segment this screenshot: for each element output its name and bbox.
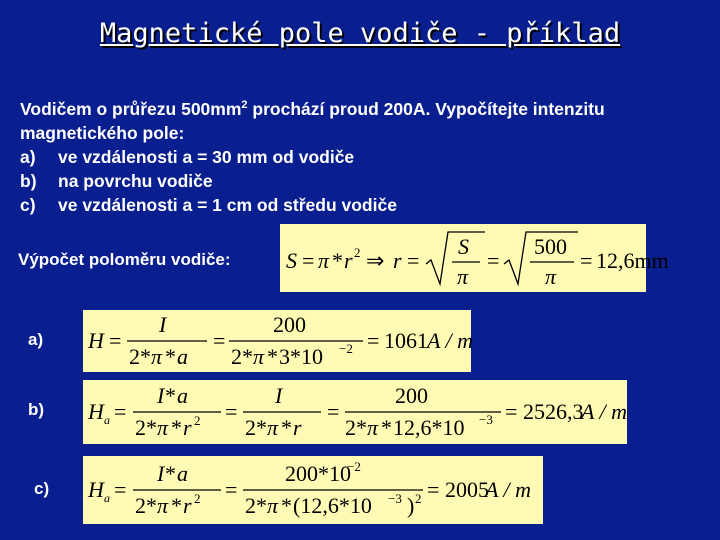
problem-item-a: a) ve vzdálenosti a = 30 mm od vodiče xyxy=(20,146,355,167)
svg-text:A / m: A / m xyxy=(427,328,474,353)
svg-text:r: r xyxy=(183,493,192,518)
formula-b-box xyxy=(83,380,627,444)
svg-text:2*: 2* xyxy=(135,493,157,518)
radius-result: 12,6mm xyxy=(596,248,669,273)
svg-text:π: π xyxy=(545,264,557,289)
part-b-label: b) xyxy=(28,400,45,419)
svg-text:H: H xyxy=(88,328,104,353)
svg-text:I: I xyxy=(157,383,165,408)
svg-text:=: = xyxy=(225,399,238,424)
radius-formula xyxy=(280,224,669,292)
svg-text:π: π xyxy=(367,415,379,440)
formula-b-numerator: 200 xyxy=(395,383,428,408)
svg-text:A / m: A / m xyxy=(485,477,532,502)
svg-text:*: * xyxy=(332,248,343,273)
radius-formula-box xyxy=(280,224,669,292)
formula-a-box xyxy=(83,310,474,372)
svg-text:a: a xyxy=(104,491,110,505)
svg-text:r: r xyxy=(293,415,302,440)
radius-calc-label: Výpočet poloměru vodiče: xyxy=(18,250,231,269)
svg-text:π: π xyxy=(253,344,265,369)
svg-text:*: * xyxy=(281,415,292,440)
svg-text:2*: 2* xyxy=(245,493,267,518)
svg-text:=: = xyxy=(225,477,238,502)
problem-item-b: b) na povrchu vodiče xyxy=(20,170,213,191)
svg-text:r: r xyxy=(183,415,192,440)
svg-text:−3: −3 xyxy=(388,491,402,506)
svg-text:⇒: ⇒ xyxy=(366,248,385,273)
formula-a-result: 1061 xyxy=(384,328,428,353)
svg-text:2*: 2* xyxy=(129,344,151,369)
problem-intro: Vodičem o průřezu $500mm^2$ prochází proud 200A. Vypočítejte intenzitu xyxy=(20,98,605,119)
svg-text:3*10: 3*10 xyxy=(279,344,323,369)
svg-text:−2: −2 xyxy=(347,459,361,474)
svg-text:S: S xyxy=(458,234,469,259)
svg-text:H: H xyxy=(88,477,104,502)
svg-text:2*: 2* xyxy=(231,344,253,369)
svg-text:*: * xyxy=(171,415,182,440)
svg-text:a: a xyxy=(177,461,188,486)
part-c-label: c) xyxy=(34,479,50,498)
formula-a xyxy=(83,310,474,372)
svg-text:2*: 2* xyxy=(135,415,157,440)
svg-text:2: 2 xyxy=(194,491,201,506)
formula-c xyxy=(83,456,543,524)
formula-b-result: 2526,3 xyxy=(523,399,584,424)
problem-statement xyxy=(20,93,710,217)
svg-text:*: * xyxy=(281,493,292,518)
problem-item-c: c) ve vzdálenosti a = 1 cm od středu vodiče xyxy=(20,194,397,215)
svg-text:−2: −2 xyxy=(339,341,353,356)
svg-text:a: a xyxy=(177,383,188,408)
formula-c-numerator: 200*10 xyxy=(285,461,351,486)
svg-text:π: π xyxy=(157,493,169,518)
svg-text:*: * xyxy=(165,383,176,408)
svg-text:π: π xyxy=(151,344,163,369)
svg-text:a: a xyxy=(104,413,110,427)
svg-text:2: 2 xyxy=(354,245,361,260)
slide-title: Magnetické pole vodiče - příklad xyxy=(99,18,621,49)
svg-text:=: = xyxy=(505,399,518,424)
svg-text:2*: 2* xyxy=(345,415,367,440)
svg-text:π: π xyxy=(157,415,169,440)
svg-text:A / m: A / m xyxy=(581,399,628,424)
svg-text:*: * xyxy=(165,461,176,486)
svg-text:r: r xyxy=(344,248,353,273)
svg-text:a: a xyxy=(177,344,188,369)
svg-text:−3: −3 xyxy=(479,412,493,427)
svg-text:=: = xyxy=(407,248,420,273)
svg-text:*: * xyxy=(381,415,392,440)
svg-text:r: r xyxy=(393,248,402,273)
svg-text:): ) xyxy=(407,493,415,518)
svg-text:=: = xyxy=(213,328,226,353)
svg-text:=: = xyxy=(367,328,380,353)
formula-a-numerator: 200 xyxy=(273,312,306,337)
svg-text:*: * xyxy=(267,344,278,369)
svg-text:2: 2 xyxy=(415,491,422,506)
svg-text:I: I xyxy=(275,383,283,408)
formula-b xyxy=(83,380,627,444)
problem-line-2: magnetického pole: xyxy=(20,122,185,143)
svg-text:2: 2 xyxy=(194,413,201,428)
svg-text:π: π xyxy=(267,493,279,518)
part-a-label: a) xyxy=(28,330,44,349)
svg-text:=: = xyxy=(109,328,122,353)
svg-text:H: H xyxy=(88,399,104,424)
svg-text:=: = xyxy=(114,477,127,502)
svg-text:*: * xyxy=(165,344,176,369)
svg-text:12,6*10: 12,6*10 xyxy=(393,415,465,440)
svg-text:=: = xyxy=(327,399,340,424)
svg-text:*: * xyxy=(171,493,182,518)
svg-text:=: = xyxy=(580,248,593,273)
svg-text:π: π xyxy=(318,248,330,273)
svg-text:=: = xyxy=(487,248,500,273)
radius-area-value: 500 xyxy=(534,234,567,259)
svg-text:π: π xyxy=(267,415,279,440)
svg-text:=: = xyxy=(427,477,440,502)
svg-text:=: = xyxy=(302,248,315,273)
svg-text:2*: 2* xyxy=(245,415,267,440)
svg-text:S: S xyxy=(286,248,297,273)
svg-text:(12,6*10: (12,6*10 xyxy=(293,493,372,518)
formula-c-result: 2005 xyxy=(445,477,489,502)
svg-text:=: = xyxy=(114,399,127,424)
svg-text:I: I xyxy=(157,461,165,486)
svg-text:I: I xyxy=(159,312,167,337)
svg-text:π: π xyxy=(457,264,469,289)
formula-c-box xyxy=(83,456,543,524)
